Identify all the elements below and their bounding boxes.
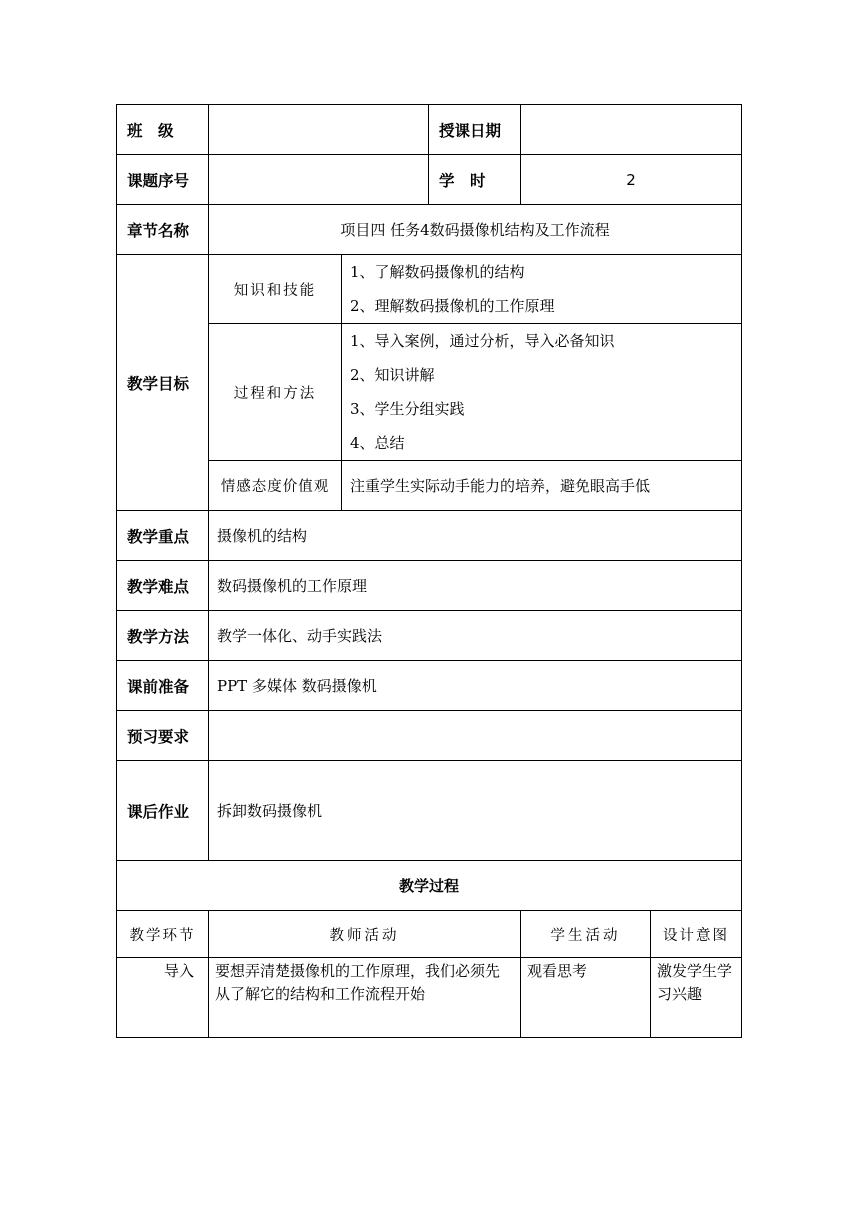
method-label: 教学方法 — [117, 611, 209, 661]
process-student: 观看思考 — [521, 958, 651, 1038]
objective-group-name: 知识和技能 — [209, 255, 342, 324]
key-point-label: 教学重点 — [117, 511, 209, 561]
process-row — [117, 958, 742, 1038]
process-intent: 激发学生学习兴趣 — [651, 958, 742, 1038]
date-label: 授课日期 — [429, 105, 521, 155]
topic-no-value — [209, 155, 429, 205]
lesson-plan-sheet — [116, 104, 741, 1038]
preparation-value: PPT 多媒体 数码摄像机 — [209, 661, 742, 711]
objective-group-items — [342, 255, 742, 324]
class-label: 班 级 — [117, 105, 209, 155]
topic-row — [117, 155, 742, 205]
chapter-label: 章节名称 — [117, 205, 209, 255]
objective-row-knowledge — [117, 255, 742, 324]
lesson-plan-table — [116, 104, 742, 1038]
objective-item: 注重学生实际动手能力的培养，避免眼高手低 — [342, 461, 742, 511]
preview-row — [117, 711, 742, 761]
objective-item: 2、知识讲解 — [350, 366, 435, 384]
class-row — [117, 105, 742, 155]
homework-value: 拆卸数码摄像机 — [209, 761, 742, 861]
process-header-row — [117, 911, 742, 958]
difficulty-label: 教学难点 — [117, 561, 209, 611]
hours-label: 学 时 — [429, 155, 521, 205]
key-point-row — [117, 511, 742, 561]
objective-item: 2、理解数码摄像机的工作原理 — [350, 297, 555, 315]
objective-group-name: 情感态度价值观 — [209, 461, 342, 511]
process-header-student: 学生活动 — [521, 911, 651, 958]
objective-row-process — [117, 324, 742, 461]
objective-row-attitude — [117, 461, 742, 511]
method-row — [117, 611, 742, 661]
objective-item: 3、学生分组实践 — [350, 400, 465, 418]
objective-item: 4、总结 — [350, 434, 405, 452]
objective-group-name: 过程和方法 — [209, 324, 342, 461]
key-point-value: 摄像机的结构 — [209, 511, 742, 561]
process-teacher: 要想弄清楚摄像机的工作原理，我们必须先从了解它的结构和工作流程开始 — [209, 958, 521, 1038]
chapter-row — [117, 205, 742, 255]
chapter-value: 项目四 任务4数码摄像机结构及工作流程 — [209, 205, 742, 255]
preview-value — [209, 711, 742, 761]
topic-no-label: 课题序号 — [117, 155, 209, 205]
process-title: 教学过程 — [117, 861, 742, 911]
class-value — [209, 105, 429, 155]
preview-label: 预习要求 — [117, 711, 209, 761]
objectives-label: 教学目标 — [117, 255, 209, 511]
method-value: 教学一体化、动手实践法 — [209, 611, 742, 661]
process-header-teacher: 教师活动 — [209, 911, 521, 958]
preparation-label: 课前准备 — [117, 661, 209, 711]
process-stage: 导入 — [117, 958, 209, 1038]
preparation-row — [117, 661, 742, 711]
homework-label: 课后作业 — [117, 761, 209, 861]
difficulty-value: 数码摄像机的工作原理 — [209, 561, 742, 611]
difficulty-row — [117, 561, 742, 611]
homework-row — [117, 761, 742, 861]
hours-value: 2 — [521, 155, 742, 205]
objective-item: 1、了解数码摄像机的结构 — [350, 263, 525, 281]
process-header-intent: 设计意图 — [651, 911, 742, 958]
objective-group-items — [342, 324, 742, 461]
objective-item: 1、导入案例，通过分析，导入必备知识 — [350, 332, 615, 350]
process-title-row — [117, 861, 742, 911]
process-header-stage: 教学环节 — [117, 911, 209, 958]
date-value — [521, 105, 742, 155]
